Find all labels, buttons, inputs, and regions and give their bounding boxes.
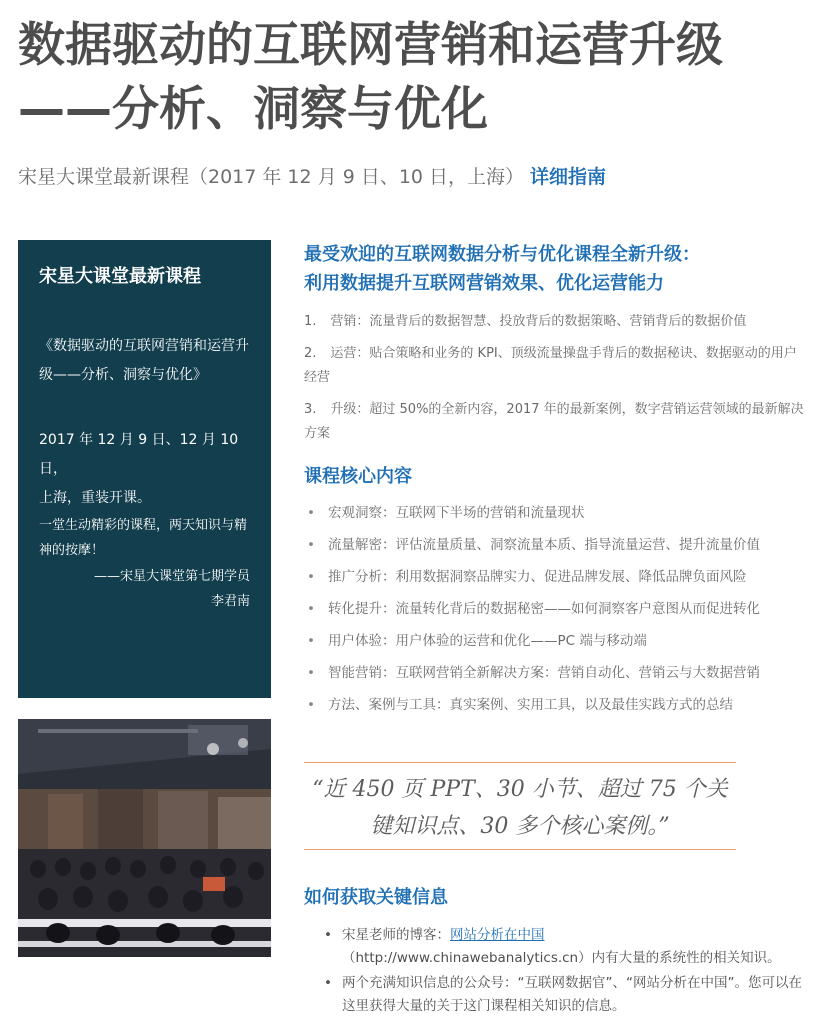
list-item-text: 升级：超过 50%的全新内容，2017 年的最新案例，数字营销运营领域的最新解决方案 xyxy=(304,402,804,441)
intro-heading xyxy=(304,240,804,298)
list-item: • 推广分析：利用数据洞察品牌实力、促进品牌发展、降低品牌负面风险 xyxy=(304,561,804,593)
sidebar-title: 宋星大课堂最新课程 xyxy=(39,266,201,287)
list-item: • 两个充满知识信息的公众号：“互联网数据官”、“网站分析在中国”。您可以在这里获得大量的关于这门课程相关知识的信息。 xyxy=(322,972,802,1018)
title-line-2: ——分析、洞察与优化 xyxy=(18,82,488,137)
classroom-photo-icon xyxy=(18,719,271,957)
list-item xyxy=(304,398,804,446)
page-title xyxy=(18,14,818,142)
title-line-1: 数据驱动的互联网营销和运营升级 xyxy=(18,18,723,73)
how-list xyxy=(322,924,802,1018)
list-item-number: 3. xyxy=(304,402,317,417)
highlight-quote-text xyxy=(304,763,736,845)
list-item: • 流量解密：评估流量质量、洞察流量本质、指导流量运营、提升流量价值 xyxy=(304,529,804,561)
classroom-photo xyxy=(18,719,271,957)
how-heading: 如何获取关键信息 xyxy=(304,887,448,908)
list-item-text: 运营：贴合策略和业务的 KPI、顶级流量操盘手背后的数据秘诀、数据驱动的用户经营 xyxy=(304,346,797,385)
list-item: • 宏观洞察：互联网下半场的营销和流量现状 xyxy=(304,497,804,529)
intro-heading-line-2: 利用数据提升互联网营销效果、优化运营能力 xyxy=(304,273,664,294)
list-item-number: 2. xyxy=(304,346,317,361)
list-item: • 转化提升：流量转化背后的数据秘密——如何洞察客户意图从而促进转化 xyxy=(304,593,804,625)
blog-link[interactable]: 网站分析在中国 xyxy=(450,927,545,943)
list-item-text: 营销：流量背后的数据智慧、投放背后的数据策略、营销背后的数据价值 xyxy=(330,314,747,329)
sidebar-quote-author-line-2: 李君南 xyxy=(210,594,250,609)
intro-list xyxy=(304,310,804,446)
subtitle xyxy=(18,162,606,189)
intro-heading-line-1: 最受欢迎的互联网数据分析与优化课程全新升级： xyxy=(304,244,700,265)
list-item: • 方法、案例与工具：真实案例、实用工具，以及最佳实践方式的总结 xyxy=(304,689,804,721)
list-item xyxy=(322,924,802,970)
sidebar-date-line-2: 上海，重装开课。 xyxy=(39,490,151,506)
main-content xyxy=(304,240,804,721)
list-item xyxy=(304,342,804,390)
blog-prefix: 宋星老师的博客： xyxy=(342,927,450,943)
sidebar-date-line-1: 2017 年 12 月 9 日、12 月 10 日， xyxy=(39,432,239,477)
sidebar-date xyxy=(39,426,254,513)
list-item: • 用户体验：用户体验的运营和优化——PC 端与移动端 xyxy=(304,625,804,657)
sidebar-quote-author xyxy=(94,564,250,614)
subtitle-text: 宋星大课堂最新课程（2017 年 12 月 9 日、10 日，上海） xyxy=(18,166,525,188)
sidebar-quote: 一堂生动精彩的课程，两天知识与精神的按摩！ xyxy=(39,518,248,558)
quote-line-1: “近 450 页 PPT、30 小节、超过 75 个关 xyxy=(312,777,728,802)
sidebar-quote-author-line-1: ——宋星大课堂第七期学员 xyxy=(93,569,250,584)
core-heading: 课程核心内容 xyxy=(304,466,412,487)
list-item: • 智能营销：互联网营销全新解决方案：营销自动化、营销云与大数据营销 xyxy=(304,657,804,689)
quote-line-2: 键知识点、30 多个核心案例。” xyxy=(370,814,670,839)
sidebar-course-name: 《数据驱动的互联网营销和运营升级——分析、洞察与优化》 xyxy=(39,338,249,383)
guide-link[interactable]: 详细指南 xyxy=(530,166,607,188)
highlight-quote xyxy=(304,762,736,850)
blog-suffix: （http://www.chinawebanalytics.cn）内有大量的系统性的相关知识。 xyxy=(342,950,781,966)
sidebar-panel xyxy=(18,240,271,698)
list-item xyxy=(304,310,804,334)
core-list xyxy=(304,497,804,721)
list-item-number: 1. xyxy=(304,314,317,329)
